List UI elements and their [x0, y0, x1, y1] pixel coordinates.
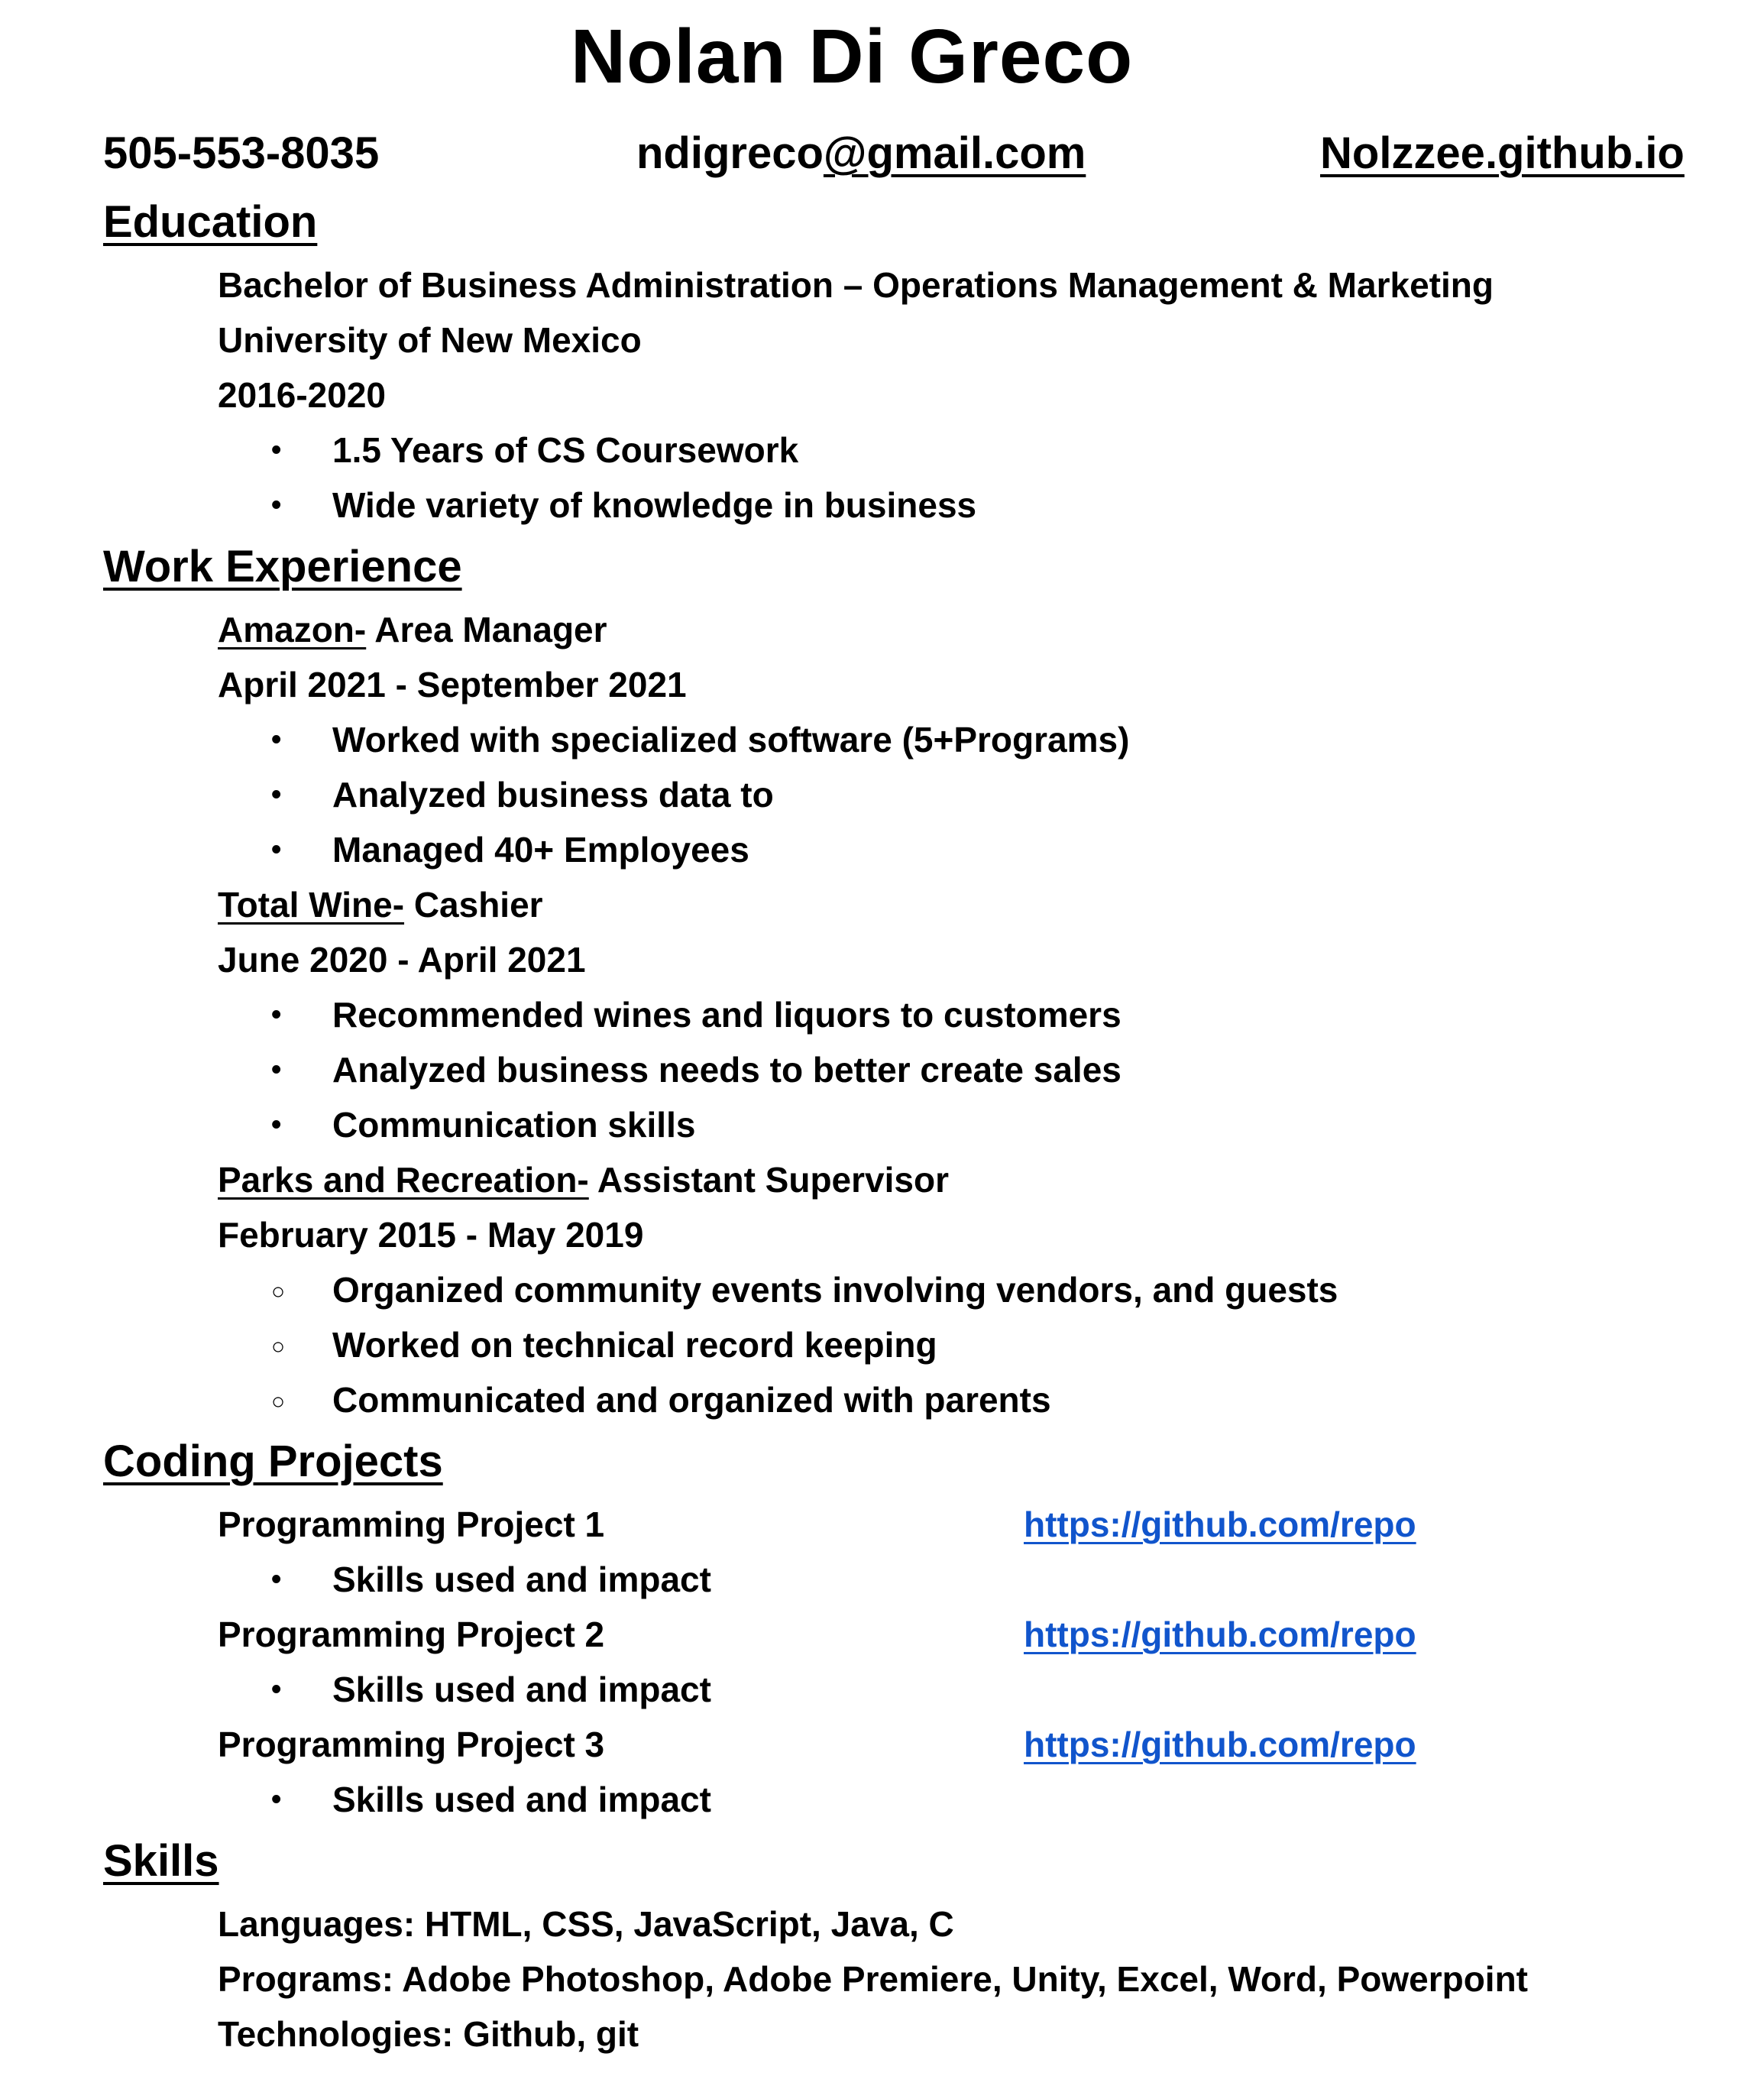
job-role: Assistant Supervisor: [588, 1160, 949, 1200]
project-name: Programming Project 1: [218, 1505, 605, 1544]
job-dates: February 2015 - May 2019: [218, 1215, 644, 1255]
bullet-disc: [271, 483, 332, 527]
list-item: [271, 1048, 1122, 1092]
job-company: Total Wine-: [218, 885, 405, 925]
list-item-text: Wide variety of knowledge in business: [332, 485, 977, 525]
skills-technologies: Technologies: Github, git: [218, 2014, 639, 2054]
resume-name: Nolan Di Greco: [570, 14, 1134, 99]
bullet-circle: [271, 1268, 332, 1314]
list-item: [271, 773, 774, 817]
list-item-text: 1.5 Years of CS Coursework: [332, 430, 799, 470]
bullet-disc: [271, 773, 332, 817]
job-title-line: [218, 607, 607, 652]
list-item-text: Skills used and impact: [332, 1670, 711, 1709]
email-user: ndigreco: [636, 128, 824, 178]
project-name: Programming Project 3: [218, 1725, 605, 1764]
project-link[interactable]: https://github.com/repo: [1024, 1725, 1416, 1764]
list-item: [271, 428, 798, 472]
list-item: [271, 1777, 711, 1822]
website-link[interactable]: Nolzzee.github.io: [1320, 128, 1685, 178]
education-school: University of New Mexico: [218, 320, 642, 360]
list-item: [271, 1667, 711, 1712]
list-item: [271, 717, 1129, 762]
list-item-text: Organized community events involving vendors, and guests: [332, 1270, 1338, 1310]
list-item: [271, 1378, 1051, 1424]
bullet-disc: [271, 993, 332, 1037]
list-item-text: Skills used and impact: [332, 1780, 711, 1819]
work-experience-heading: Work Experience: [103, 542, 462, 591]
job-role: Cashier: [404, 885, 543, 925]
skills-programs: Programs: Adobe Photoshop, Adobe Premiere, Unity, Excel, Word, Powerpoint: [218, 1959, 1529, 1999]
bullet-disc: [271, 717, 332, 762]
list-item-text: Analyzed business data to: [332, 775, 774, 815]
list-item-text: Communication skills: [332, 1105, 696, 1145]
list-item: [271, 1323, 937, 1369]
list-item: [271, 828, 749, 872]
list-item-text: Skills used and impact: [332, 1560, 711, 1599]
list-item-text: Worked with specialized software (5+Programs): [332, 720, 1130, 760]
bullet-disc: [271, 428, 332, 472]
list-item-text: Communicated and organized with parents: [332, 1380, 1051, 1420]
job-title-line: [218, 1158, 949, 1202]
bullet-disc: [271, 1048, 332, 1092]
list-item: [271, 1103, 695, 1147]
education-degree: Bachelor of Business Administration – Operations Management & Marketing: [218, 265, 1494, 305]
education-heading: Education: [103, 197, 318, 247]
project-name: Programming Project 2: [218, 1615, 605, 1654]
job-title-line: [218, 883, 543, 927]
education-years: 2016-2020: [218, 375, 386, 415]
coding-projects-heading: Coding Projects: [103, 1437, 443, 1486]
list-item: [271, 1268, 1338, 1314]
list-item-text: Recommended wines and liquors to customers: [332, 995, 1122, 1035]
bullet-disc: [271, 828, 332, 872]
project-link[interactable]: https://github.com/repo: [1024, 1615, 1416, 1654]
job-role: Area Manager: [366, 610, 607, 649]
bullet-circle: [271, 1378, 332, 1424]
bullet-disc: [271, 1103, 332, 1147]
job-company: Amazon-: [218, 610, 367, 649]
job-dates: April 2021 - September 2021: [218, 665, 687, 704]
list-item-text: Worked on technical record keeping: [332, 1325, 937, 1365]
bullet-disc: [271, 1667, 332, 1712]
list-item: [271, 1557, 711, 1602]
job-dates: June 2020 - April 2021: [218, 940, 586, 980]
list-item: [271, 483, 976, 527]
bullet-disc: [271, 1777, 332, 1822]
bullet-disc: [271, 1557, 332, 1602]
bullet-circle: [271, 1323, 332, 1369]
project-link[interactable]: https://github.com/repo: [1024, 1505, 1416, 1544]
email-address[interactable]: [636, 126, 1086, 181]
skills-languages: Languages: HTML, CSS, JavaScript, Java, C: [218, 1904, 954, 1944]
email-domain: @gmail.com: [823, 128, 1086, 178]
list-item: [271, 993, 1122, 1037]
job-company: Parks and Recreation-: [218, 1160, 589, 1200]
phone-number: 505-553-8035: [103, 128, 380, 178]
skills-heading: Skills: [103, 1836, 219, 1886]
list-item-text: Analyzed business needs to better create sales: [332, 1050, 1122, 1090]
list-item-text: Managed 40+ Employees: [332, 830, 749, 870]
